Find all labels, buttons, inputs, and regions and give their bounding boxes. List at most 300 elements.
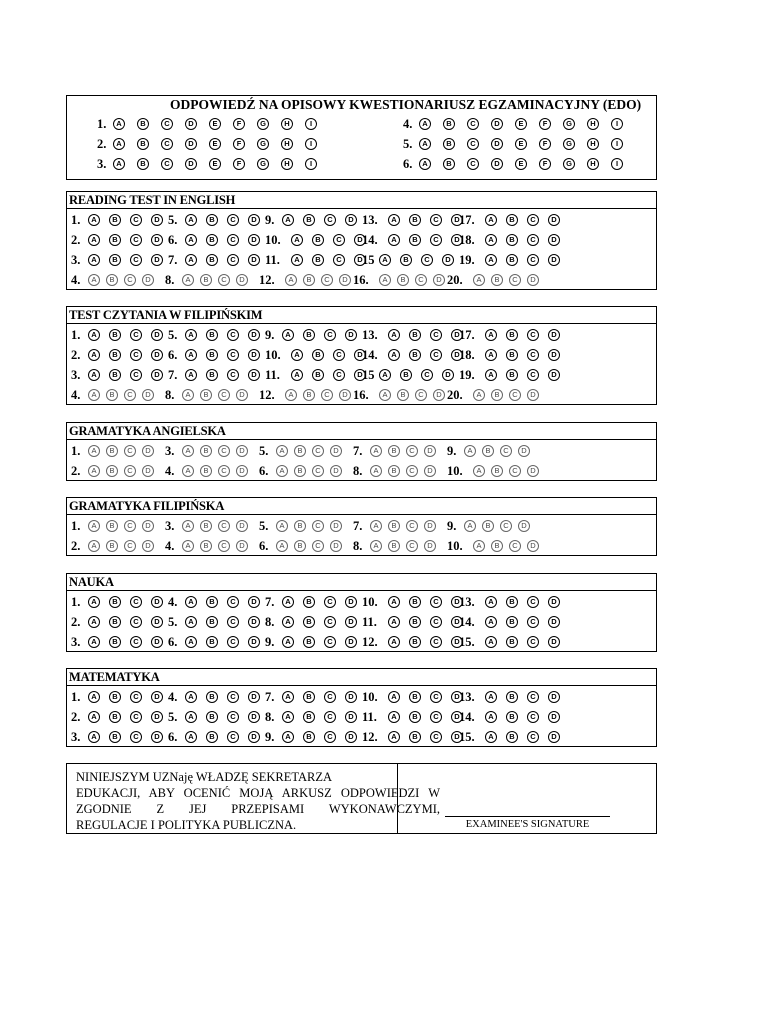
answer-bubble-d[interactable]: D — [527, 540, 539, 552]
answer-bubble-a[interactable]: A — [113, 138, 125, 150]
answer-bubble-a[interactable]: A — [485, 349, 497, 361]
answer-bubble-a[interactable]: A — [291, 369, 303, 381]
answer-bubble-c[interactable]: C — [333, 369, 345, 381]
answer-bubble-d[interactable]: D — [151, 616, 163, 628]
answer-bubble-a[interactable]: A — [185, 596, 197, 608]
answer-bubble-c[interactable]: C — [430, 711, 442, 723]
answer-bubble-a[interactable]: A — [185, 234, 197, 246]
answer-bubble-a[interactable]: A — [88, 349, 100, 361]
answer-bubble-b[interactable]: B — [206, 691, 218, 703]
answer-bubble-f[interactable]: F — [539, 158, 551, 170]
answer-bubble-e[interactable]: E — [209, 138, 221, 150]
answer-bubble-d[interactable]: D — [527, 389, 539, 401]
answer-bubble-d[interactable]: D — [248, 596, 260, 608]
answer-bubble-d[interactable]: D — [330, 520, 342, 532]
answer-bubble-d[interactable]: D — [142, 520, 154, 532]
answer-bubble-c[interactable]: C — [333, 349, 345, 361]
answer-bubble-a[interactable]: A — [485, 616, 497, 628]
answer-bubble-d[interactable]: D — [491, 118, 503, 130]
answer-bubble-c[interactable]: C — [509, 465, 521, 477]
answer-bubble-b[interactable]: B — [303, 636, 315, 648]
answer-bubble-e[interactable]: E — [209, 158, 221, 170]
answer-bubble-f[interactable]: F — [233, 138, 245, 150]
answer-bubble-a[interactable]: A — [276, 445, 288, 457]
answer-bubble-c[interactable]: C — [430, 596, 442, 608]
answer-bubble-c[interactable]: C — [324, 691, 336, 703]
answer-bubble-b[interactable]: B — [109, 636, 121, 648]
answer-bubble-d[interactable]: D — [236, 445, 248, 457]
answer-bubble-a[interactable]: A — [185, 369, 197, 381]
answer-bubble-b[interactable]: B — [109, 349, 121, 361]
answer-bubble-d[interactable]: D — [185, 138, 197, 150]
answer-bubble-d[interactable]: D — [548, 369, 560, 381]
answer-bubble-e[interactable]: E — [515, 118, 527, 130]
answer-bubble-c[interactable]: C — [227, 596, 239, 608]
answer-bubble-b[interactable]: B — [303, 329, 315, 341]
answer-bubble-c[interactable]: C — [430, 349, 442, 361]
answer-bubble-d[interactable]: D — [451, 711, 463, 723]
answer-bubble-a[interactable]: A — [285, 274, 297, 286]
answer-bubble-a[interactable]: A — [88, 389, 100, 401]
answer-bubble-b[interactable]: B — [303, 389, 315, 401]
answer-bubble-b[interactable]: B — [206, 616, 218, 628]
answer-bubble-b[interactable]: B — [109, 214, 121, 226]
answer-bubble-d[interactable]: D — [151, 234, 163, 246]
answer-bubble-b[interactable]: B — [506, 329, 518, 341]
answer-bubble-b[interactable]: B — [206, 731, 218, 743]
answer-bubble-a[interactable]: A — [370, 465, 382, 477]
answer-bubble-c[interactable]: C — [227, 214, 239, 226]
answer-bubble-g[interactable]: G — [563, 118, 575, 130]
answer-bubble-b[interactable]: B — [106, 389, 118, 401]
answer-bubble-c[interactable]: C — [527, 636, 539, 648]
answer-bubble-d[interactable]: D — [185, 118, 197, 130]
answer-bubble-d[interactable]: D — [185, 158, 197, 170]
answer-bubble-a[interactable]: A — [282, 731, 294, 743]
answer-bubble-d[interactable]: D — [424, 465, 436, 477]
answer-bubble-a[interactable]: A — [485, 369, 497, 381]
answer-bubble-d[interactable]: D — [451, 691, 463, 703]
answer-bubble-d[interactable]: D — [236, 389, 248, 401]
answer-bubble-c[interactable]: C — [161, 118, 173, 130]
answer-bubble-c[interactable]: C — [406, 540, 418, 552]
answer-bubble-b[interactable]: B — [106, 540, 118, 552]
answer-bubble-a[interactable]: A — [185, 711, 197, 723]
answer-bubble-b[interactable]: B — [200, 389, 212, 401]
answer-bubble-b[interactable]: B — [109, 329, 121, 341]
answer-bubble-i[interactable]: I — [611, 138, 623, 150]
answer-bubble-a[interactable]: A — [388, 636, 400, 648]
answer-bubble-b[interactable]: B — [397, 274, 409, 286]
answer-bubble-f[interactable]: F — [539, 138, 551, 150]
answer-bubble-d[interactable]: D — [248, 731, 260, 743]
answer-bubble-d[interactable]: D — [518, 445, 530, 457]
answer-bubble-c[interactable]: C — [500, 520, 512, 532]
answer-bubble-c[interactable]: C — [527, 254, 539, 266]
answer-bubble-b[interactable]: B — [482, 520, 494, 532]
answer-bubble-c[interactable]: C — [218, 274, 230, 286]
answer-bubble-c[interactable]: C — [218, 465, 230, 477]
answer-bubble-c[interactable]: C — [130, 234, 142, 246]
answer-bubble-d[interactable]: D — [330, 465, 342, 477]
answer-bubble-d[interactable]: D — [248, 369, 260, 381]
answer-bubble-d[interactable]: D — [424, 540, 436, 552]
answer-bubble-c[interactable]: C — [227, 691, 239, 703]
answer-bubble-b[interactable]: B — [106, 520, 118, 532]
answer-bubble-d[interactable]: D — [354, 369, 366, 381]
answer-bubble-b[interactable]: B — [491, 465, 503, 477]
answer-bubble-c[interactable]: C — [415, 274, 427, 286]
answer-bubble-a[interactable]: A — [419, 158, 431, 170]
answer-bubble-d[interactable]: D — [248, 691, 260, 703]
answer-bubble-b[interactable]: B — [409, 329, 421, 341]
answer-bubble-c[interactable]: C — [324, 214, 336, 226]
answer-bubble-d[interactable]: D — [345, 596, 357, 608]
answer-bubble-a[interactable]: A — [182, 520, 194, 532]
answer-bubble-c[interactable]: C — [130, 254, 142, 266]
answer-bubble-c[interactable]: C — [227, 636, 239, 648]
answer-bubble-d[interactable]: D — [151, 731, 163, 743]
answer-bubble-b[interactable]: B — [443, 158, 455, 170]
answer-bubble-c[interactable]: C — [430, 636, 442, 648]
answer-bubble-a[interactable]: A — [88, 691, 100, 703]
answer-bubble-d[interactable]: D — [433, 389, 445, 401]
answer-bubble-b[interactable]: B — [506, 636, 518, 648]
answer-bubble-h[interactable]: H — [587, 138, 599, 150]
answer-bubble-a[interactable]: A — [419, 118, 431, 130]
answer-bubble-d[interactable]: D — [248, 636, 260, 648]
answer-bubble-c[interactable]: C — [218, 445, 230, 457]
answer-bubble-d[interactable]: D — [142, 389, 154, 401]
answer-bubble-a[interactable]: A — [182, 274, 194, 286]
answer-bubble-b[interactable]: B — [106, 445, 118, 457]
answer-bubble-c[interactable]: C — [130, 596, 142, 608]
answer-bubble-f[interactable]: F — [539, 118, 551, 130]
answer-bubble-b[interactable]: B — [409, 214, 421, 226]
answer-bubble-a[interactable]: A — [185, 254, 197, 266]
answer-bubble-c[interactable]: C — [527, 596, 539, 608]
answer-bubble-a[interactable]: A — [473, 540, 485, 552]
answer-bubble-a[interactable]: A — [88, 731, 100, 743]
answer-bubble-a[interactable]: A — [473, 389, 485, 401]
answer-bubble-d[interactable]: D — [345, 636, 357, 648]
answer-bubble-b[interactable]: B — [106, 274, 118, 286]
answer-bubble-h[interactable]: H — [587, 158, 599, 170]
answer-bubble-a[interactable]: A — [379, 369, 391, 381]
answer-bubble-d[interactable]: D — [248, 254, 260, 266]
answer-bubble-d[interactable]: D — [345, 731, 357, 743]
answer-bubble-a[interactable]: A — [185, 731, 197, 743]
answer-bubble-c[interactable]: C — [124, 465, 136, 477]
answer-bubble-a[interactable]: A — [379, 389, 391, 401]
answer-bubble-d[interactable]: D — [345, 691, 357, 703]
answer-bubble-b[interactable]: B — [506, 616, 518, 628]
answer-bubble-h[interactable]: H — [587, 118, 599, 130]
answer-bubble-a[interactable]: A — [88, 329, 100, 341]
answer-bubble-b[interactable]: B — [206, 349, 218, 361]
answer-bubble-b[interactable]: B — [506, 234, 518, 246]
answer-bubble-c[interactable]: C — [324, 636, 336, 648]
answer-bubble-a[interactable]: A — [282, 214, 294, 226]
answer-bubble-d[interactable]: D — [345, 711, 357, 723]
answer-bubble-d[interactable]: D — [548, 731, 560, 743]
answer-bubble-b[interactable]: B — [506, 731, 518, 743]
answer-bubble-b[interactable]: B — [303, 274, 315, 286]
answer-bubble-a[interactable]: A — [388, 731, 400, 743]
answer-bubble-d[interactable]: D — [442, 369, 454, 381]
answer-bubble-d[interactable]: D — [354, 234, 366, 246]
answer-bubble-b[interactable]: B — [109, 369, 121, 381]
answer-bubble-c[interactable]: C — [218, 520, 230, 532]
answer-bubble-c[interactable]: C — [500, 445, 512, 457]
answer-bubble-c[interactable]: C — [527, 349, 539, 361]
answer-bubble-d[interactable]: D — [151, 369, 163, 381]
answer-bubble-h[interactable]: H — [281, 118, 293, 130]
answer-bubble-b[interactable]: B — [303, 731, 315, 743]
answer-bubble-a[interactable]: A — [88, 445, 100, 457]
answer-bubble-h[interactable]: H — [281, 158, 293, 170]
answer-bubble-d[interactable]: D — [527, 274, 539, 286]
answer-bubble-a[interactable]: A — [291, 234, 303, 246]
answer-bubble-c[interactable]: C — [124, 274, 136, 286]
answer-bubble-c[interactable]: C — [527, 691, 539, 703]
answer-bubble-b[interactable]: B — [206, 369, 218, 381]
answer-bubble-a[interactable]: A — [88, 254, 100, 266]
answer-bubble-d[interactable]: D — [548, 596, 560, 608]
answer-bubble-d[interactable]: D — [345, 214, 357, 226]
answer-bubble-c[interactable]: C — [324, 596, 336, 608]
answer-bubble-b[interactable]: B — [491, 274, 503, 286]
answer-bubble-a[interactable]: A — [291, 349, 303, 361]
answer-bubble-c[interactable]: C — [527, 731, 539, 743]
answer-bubble-d[interactable]: D — [330, 540, 342, 552]
answer-bubble-b[interactable]: B — [303, 596, 315, 608]
answer-bubble-b[interactable]: B — [206, 711, 218, 723]
answer-bubble-a[interactable]: A — [88, 234, 100, 246]
answer-bubble-d[interactable]: D — [451, 349, 463, 361]
answer-bubble-c[interactable]: C — [312, 465, 324, 477]
answer-bubble-c[interactable]: C — [227, 369, 239, 381]
answer-bubble-b[interactable]: B — [312, 234, 324, 246]
answer-bubble-b[interactable]: B — [397, 389, 409, 401]
answer-bubble-a[interactable]: A — [388, 616, 400, 628]
answer-bubble-d[interactable]: D — [345, 616, 357, 628]
answer-bubble-a[interactable]: A — [88, 540, 100, 552]
answer-bubble-a[interactable]: A — [276, 465, 288, 477]
answer-bubble-g[interactable]: G — [563, 138, 575, 150]
answer-bubble-d[interactable]: D — [339, 274, 351, 286]
answer-bubble-b[interactable]: B — [303, 214, 315, 226]
answer-bubble-a[interactable]: A — [88, 711, 100, 723]
answer-bubble-b[interactable]: B — [409, 711, 421, 723]
answer-bubble-a[interactable]: A — [113, 118, 125, 130]
answer-bubble-b[interactable]: B — [400, 369, 412, 381]
answer-bubble-c[interactable]: C — [333, 234, 345, 246]
answer-bubble-c[interactable]: C — [406, 520, 418, 532]
answer-bubble-c[interactable]: C — [527, 234, 539, 246]
answer-bubble-b[interactable]: B — [200, 540, 212, 552]
answer-bubble-b[interactable]: B — [200, 465, 212, 477]
answer-bubble-c[interactable]: C — [227, 731, 239, 743]
answer-bubble-i[interactable]: I — [305, 158, 317, 170]
answer-bubble-d[interactable]: D — [424, 520, 436, 532]
answer-bubble-b[interactable]: B — [506, 214, 518, 226]
answer-bubble-a[interactable]: A — [370, 540, 382, 552]
answer-bubble-a[interactable]: A — [185, 636, 197, 648]
answer-bubble-b[interactable]: B — [109, 254, 121, 266]
answer-bubble-b[interactable]: B — [137, 118, 149, 130]
answer-bubble-a[interactable]: A — [182, 540, 194, 552]
answer-bubble-a[interactable]: A — [185, 616, 197, 628]
answer-bubble-d[interactable]: D — [151, 214, 163, 226]
answer-bubble-c[interactable]: C — [324, 329, 336, 341]
answer-bubble-b[interactable]: B — [409, 349, 421, 361]
answer-bubble-c[interactable]: C — [227, 234, 239, 246]
answer-bubble-b[interactable]: B — [506, 349, 518, 361]
answer-bubble-a[interactable]: A — [388, 349, 400, 361]
answer-bubble-a[interactable]: A — [185, 214, 197, 226]
answer-bubble-a[interactable]: A — [370, 445, 382, 457]
answer-bubble-c[interactable]: C — [124, 520, 136, 532]
answer-bubble-c[interactable]: C — [130, 329, 142, 341]
answer-bubble-c[interactable]: C — [324, 711, 336, 723]
answer-bubble-c[interactable]: C — [467, 158, 479, 170]
answer-bubble-d[interactable]: D — [248, 711, 260, 723]
answer-bubble-c[interactable]: C — [312, 520, 324, 532]
answer-bubble-a[interactable]: A — [88, 274, 100, 286]
answer-bubble-d[interactable]: D — [548, 636, 560, 648]
answer-bubble-a[interactable]: A — [370, 520, 382, 532]
answer-bubble-c[interactable]: C — [130, 731, 142, 743]
answer-bubble-d[interactable]: D — [548, 711, 560, 723]
answer-bubble-d[interactable]: D — [248, 234, 260, 246]
answer-bubble-a[interactable]: A — [485, 711, 497, 723]
answer-bubble-a[interactable]: A — [473, 465, 485, 477]
answer-bubble-d[interactable]: D — [527, 465, 539, 477]
answer-bubble-a[interactable]: A — [473, 274, 485, 286]
answer-bubble-i[interactable]: I — [611, 158, 623, 170]
answer-bubble-c[interactable]: C — [130, 349, 142, 361]
answer-bubble-d[interactable]: D — [424, 445, 436, 457]
signature-line[interactable] — [445, 816, 610, 817]
answer-bubble-c[interactable]: C — [509, 389, 521, 401]
answer-bubble-d[interactable]: D — [151, 711, 163, 723]
answer-bubble-a[interactable]: A — [276, 520, 288, 532]
answer-bubble-b[interactable]: B — [294, 520, 306, 532]
answer-bubble-b[interactable]: B — [303, 691, 315, 703]
answer-bubble-c[interactable]: C — [430, 329, 442, 341]
answer-bubble-b[interactable]: B — [491, 540, 503, 552]
answer-bubble-c[interactable]: C — [218, 540, 230, 552]
answer-bubble-d[interactable]: D — [248, 616, 260, 628]
answer-bubble-a[interactable]: A — [291, 254, 303, 266]
answer-bubble-a[interactable]: A — [276, 540, 288, 552]
answer-bubble-e[interactable]: E — [515, 138, 527, 150]
answer-bubble-b[interactable]: B — [312, 369, 324, 381]
answer-bubble-d[interactable]: D — [236, 520, 248, 532]
answer-bubble-b[interactable]: B — [443, 118, 455, 130]
answer-bubble-c[interactable]: C — [421, 254, 433, 266]
answer-bubble-a[interactable]: A — [182, 445, 194, 457]
answer-bubble-d[interactable]: D — [451, 636, 463, 648]
answer-bubble-b[interactable]: B — [388, 520, 400, 532]
answer-bubble-c[interactable]: C — [430, 616, 442, 628]
answer-bubble-b[interactable]: B — [106, 465, 118, 477]
answer-bubble-i[interactable]: I — [611, 118, 623, 130]
answer-bubble-a[interactable]: A — [88, 596, 100, 608]
answer-bubble-d[interactable]: D — [345, 329, 357, 341]
answer-bubble-i[interactable]: I — [305, 118, 317, 130]
answer-bubble-a[interactable]: A — [282, 711, 294, 723]
answer-bubble-b[interactable]: B — [443, 138, 455, 150]
answer-bubble-b[interactable]: B — [137, 138, 149, 150]
answer-bubble-b[interactable]: B — [491, 389, 503, 401]
answer-bubble-a[interactable]: A — [185, 691, 197, 703]
answer-bubble-c[interactable]: C — [227, 616, 239, 628]
answer-bubble-a[interactable]: A — [282, 329, 294, 341]
answer-bubble-a[interactable]: A — [88, 636, 100, 648]
answer-bubble-a[interactable]: A — [485, 234, 497, 246]
answer-bubble-d[interactable]: D — [518, 520, 530, 532]
answer-bubble-c[interactable]: C — [130, 691, 142, 703]
answer-bubble-e[interactable]: E — [515, 158, 527, 170]
answer-bubble-a[interactable]: A — [182, 465, 194, 477]
answer-bubble-b[interactable]: B — [109, 234, 121, 246]
answer-bubble-b[interactable]: B — [388, 465, 400, 477]
answer-bubble-d[interactable]: D — [548, 234, 560, 246]
answer-bubble-a[interactable]: A — [485, 691, 497, 703]
answer-bubble-d[interactable]: D — [151, 636, 163, 648]
answer-bubble-b[interactable]: B — [506, 711, 518, 723]
answer-bubble-c[interactable]: C — [467, 118, 479, 130]
answer-bubble-c[interactable]: C — [130, 616, 142, 628]
answer-bubble-c[interactable]: C — [227, 254, 239, 266]
answer-bubble-c[interactable]: C — [130, 636, 142, 648]
answer-bubble-c[interactable]: C — [421, 369, 433, 381]
answer-bubble-c[interactable]: C — [130, 214, 142, 226]
answer-bubble-c[interactable]: C — [509, 274, 521, 286]
answer-bubble-a[interactable]: A — [485, 731, 497, 743]
answer-bubble-b[interactable]: B — [409, 691, 421, 703]
answer-bubble-b[interactable]: B — [294, 540, 306, 552]
answer-bubble-b[interactable]: B — [506, 254, 518, 266]
answer-bubble-d[interactable]: D — [339, 389, 351, 401]
answer-bubble-c[interactable]: C — [527, 214, 539, 226]
answer-bubble-c[interactable]: C — [161, 158, 173, 170]
answer-bubble-d[interactable]: D — [151, 691, 163, 703]
answer-bubble-c[interactable]: C — [124, 540, 136, 552]
answer-bubble-c[interactable]: C — [430, 234, 442, 246]
answer-bubble-b[interactable]: B — [409, 596, 421, 608]
answer-bubble-d[interactable]: D — [451, 329, 463, 341]
answer-bubble-d[interactable]: D — [433, 274, 445, 286]
answer-bubble-d[interactable]: D — [151, 349, 163, 361]
answer-bubble-a[interactable]: A — [388, 234, 400, 246]
answer-bubble-c[interactable]: C — [324, 616, 336, 628]
answer-bubble-d[interactable]: D — [548, 691, 560, 703]
answer-bubble-a[interactable]: A — [388, 329, 400, 341]
answer-bubble-a[interactable]: A — [113, 158, 125, 170]
answer-bubble-c[interactable]: C — [312, 445, 324, 457]
answer-bubble-d[interactable]: D — [491, 138, 503, 150]
answer-bubble-b[interactable]: B — [200, 520, 212, 532]
answer-bubble-c[interactable]: C — [218, 389, 230, 401]
answer-bubble-a[interactable]: A — [88, 520, 100, 532]
answer-bubble-a[interactable]: A — [88, 616, 100, 628]
answer-bubble-d[interactable]: D — [451, 214, 463, 226]
answer-bubble-c[interactable]: C — [227, 329, 239, 341]
answer-bubble-b[interactable]: B — [303, 616, 315, 628]
